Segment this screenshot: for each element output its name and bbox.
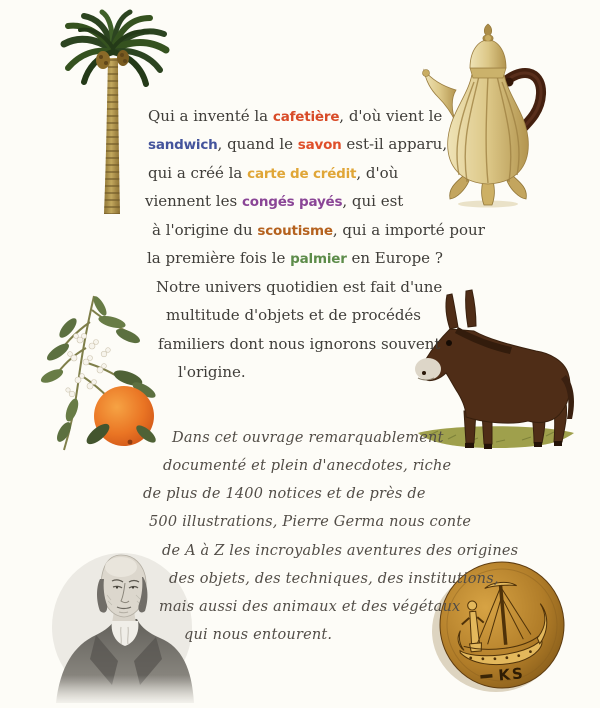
blurb-line: Dans cet ouvrage remarquablement: [172, 430, 444, 446]
keyword-savon: savon: [297, 137, 342, 153]
text-segment: à l'origine du: [152, 221, 258, 239]
donkey-muzzle: [415, 358, 441, 380]
intro-line: [166, 305, 421, 325]
intro-line: [152, 220, 485, 241]
keyword-palmier: palmier: [290, 251, 347, 267]
blurb-line: de A à Z les incroyables aventures des origines: [162, 543, 519, 559]
keyword-sandwich: sandwich: [148, 137, 218, 153]
text-segment: l'origine.: [178, 363, 246, 381]
blurb-line: documenté et plein d'anecdotes, riche: [163, 458, 452, 474]
intro-line: [148, 106, 442, 127]
text-segment: Notre univers quotidien est fait d'une: [156, 278, 443, 296]
text-segment: Qui a inventé la: [148, 107, 273, 125]
keyword-conges-payes: congés payés: [241, 194, 343, 210]
orange-branch-image: [28, 292, 162, 457]
intro-line: [158, 334, 440, 354]
keyword-scoutisme: scoutisme: [257, 223, 333, 239]
text-segment: , qui est: [342, 192, 404, 210]
text-segment: familiers dont nous ignorons souvent: [158, 335, 441, 353]
blurb-line: de plus de 1400 notices et de près de: [143, 486, 426, 502]
blurb-line: 500 illustrations, Pierre Germa nous conte: [149, 514, 472, 530]
blurb-line: mais aussi des animaux et des végétaux: [159, 599, 461, 615]
orange-blossoms: [66, 333, 110, 396]
text-segment: , qui a importé pour: [332, 221, 485, 239]
text-segment: la première fois le: [147, 249, 291, 267]
text-segment: multitude d'objets et de procédés: [166, 306, 421, 324]
intro-line: [148, 134, 447, 155]
intro-line: [148, 163, 398, 184]
blurb-line: des objets, des techniques, des institutions,: [169, 571, 499, 587]
coin-inscription: KS: [497, 664, 526, 685]
keyword-carte-de-credit: carte de crédit: [247, 166, 357, 182]
keyword-cafetiere: cafetière: [272, 109, 340, 125]
text-segment: , d'où: [356, 164, 399, 182]
text-segment: qui a créé la: [148, 164, 248, 182]
text-segment: est-il apparu,: [341, 135, 448, 153]
text-segment: viennent les: [145, 192, 242, 210]
blurb-line: qui nous entourent.: [184, 627, 333, 643]
intro-line: [156, 277, 442, 297]
intro-line: [147, 248, 443, 269]
pot-finial: [483, 24, 493, 41]
text-segment: , quand le: [217, 135, 298, 153]
orange-branch-illustration: [28, 292, 162, 457]
intro-line: [178, 362, 246, 382]
text-segment: , d'où vient le: [339, 107, 443, 125]
text-segment: en Europe ?: [346, 249, 443, 267]
donkey-eye: [446, 340, 452, 346]
intro-line: [145, 191, 403, 212]
